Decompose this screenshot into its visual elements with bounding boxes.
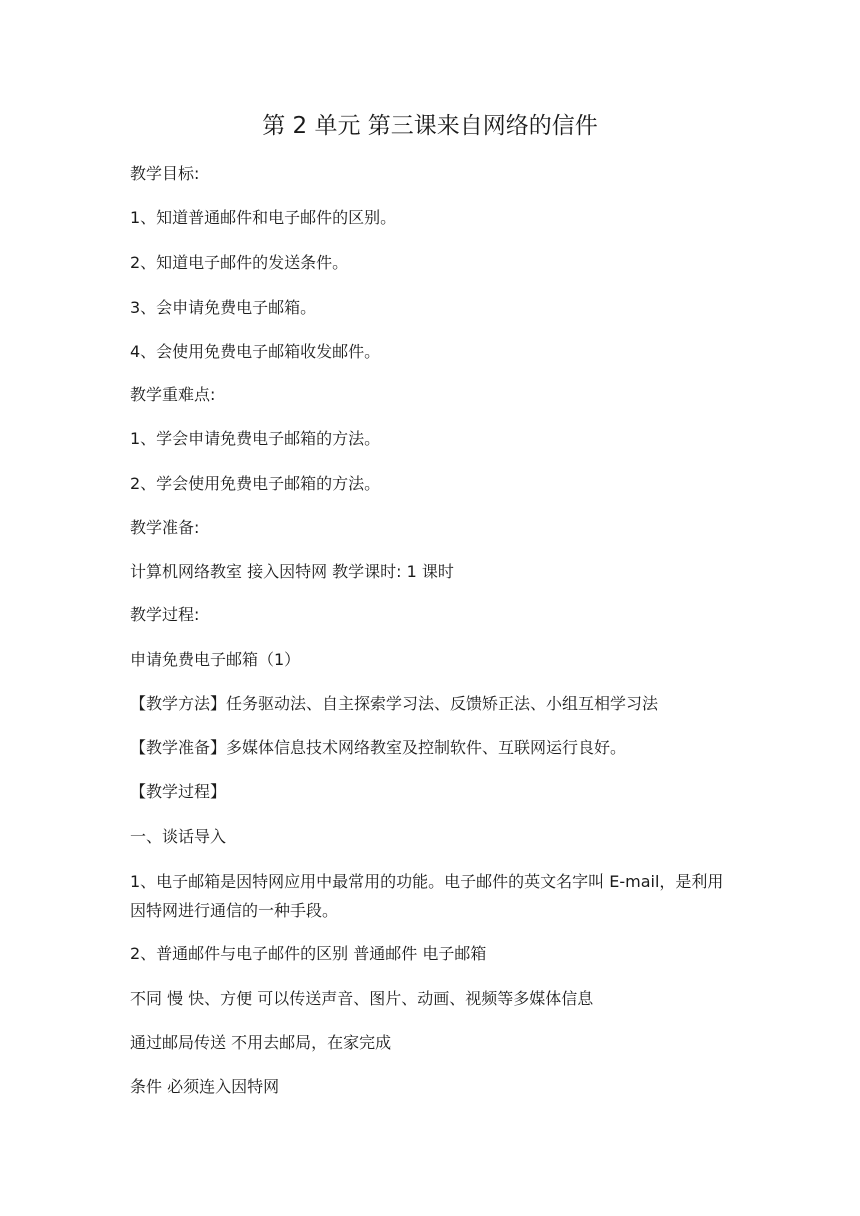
teaching-method: 【教学方法】任务驱动法、自主探索学习法、反馈矫正法、小组互相学习法 xyxy=(130,694,659,713)
section-heading-process: 教学过程: xyxy=(130,605,200,624)
section-heading-preparation: 教学准备: xyxy=(130,518,200,537)
comparison-heading: 2、普通邮件与电子邮件的区别 普通邮件 电子邮箱 xyxy=(130,944,487,963)
preparation-text: 计算机网络教室 接入因特网 教学课时: 1 课时 xyxy=(130,562,454,581)
objective-item: 2、知道电子邮件的发送条件。 xyxy=(130,253,349,272)
section-heading-key-points: 教学重难点: xyxy=(130,385,216,404)
section-heading-objectives: 教学目标: xyxy=(130,164,200,183)
objective-item: 3、会申请免费电子邮箱。 xyxy=(130,298,317,317)
document-title: 第 2 单元 第三课来自网络的信件 xyxy=(262,113,598,139)
paragraph-email-intro: 1、电子邮箱是因特网应用中最常用的功能。电子邮件的英文名字叫 E-mail，是利用因特网进行通信的一种手段。 xyxy=(130,872,724,920)
teaching-preparation: 【教学准备】多媒体信息技术网络教室及控制软件、互联网运行良好。 xyxy=(130,738,627,757)
key-point-item: 2、学会使用免费电子邮箱的方法。 xyxy=(130,474,381,493)
subsection-heading-intro: 一、谈话导入 xyxy=(130,827,227,846)
objective-item: 4、会使用免费电子邮箱收发邮件。 xyxy=(130,342,381,361)
comparison-row: 通过邮局传送 不用去邮局，在家完成 xyxy=(130,1033,392,1052)
lesson-heading: 申请免费电子邮箱（1） xyxy=(130,650,301,669)
key-point-item: 1、学会申请免费电子邮箱的方法。 xyxy=(130,429,381,448)
comparison-row: 不同 慢 快、方便 可以传送声音、图片、动画、视频等多媒体信息 xyxy=(130,989,594,1008)
teaching-process-heading: 【教学过程】 xyxy=(130,782,227,801)
comparison-row: 条件 必须连入因特网 xyxy=(130,1077,280,1096)
objective-item: 1、知道普通邮件和电子邮件的区别。 xyxy=(130,208,397,227)
